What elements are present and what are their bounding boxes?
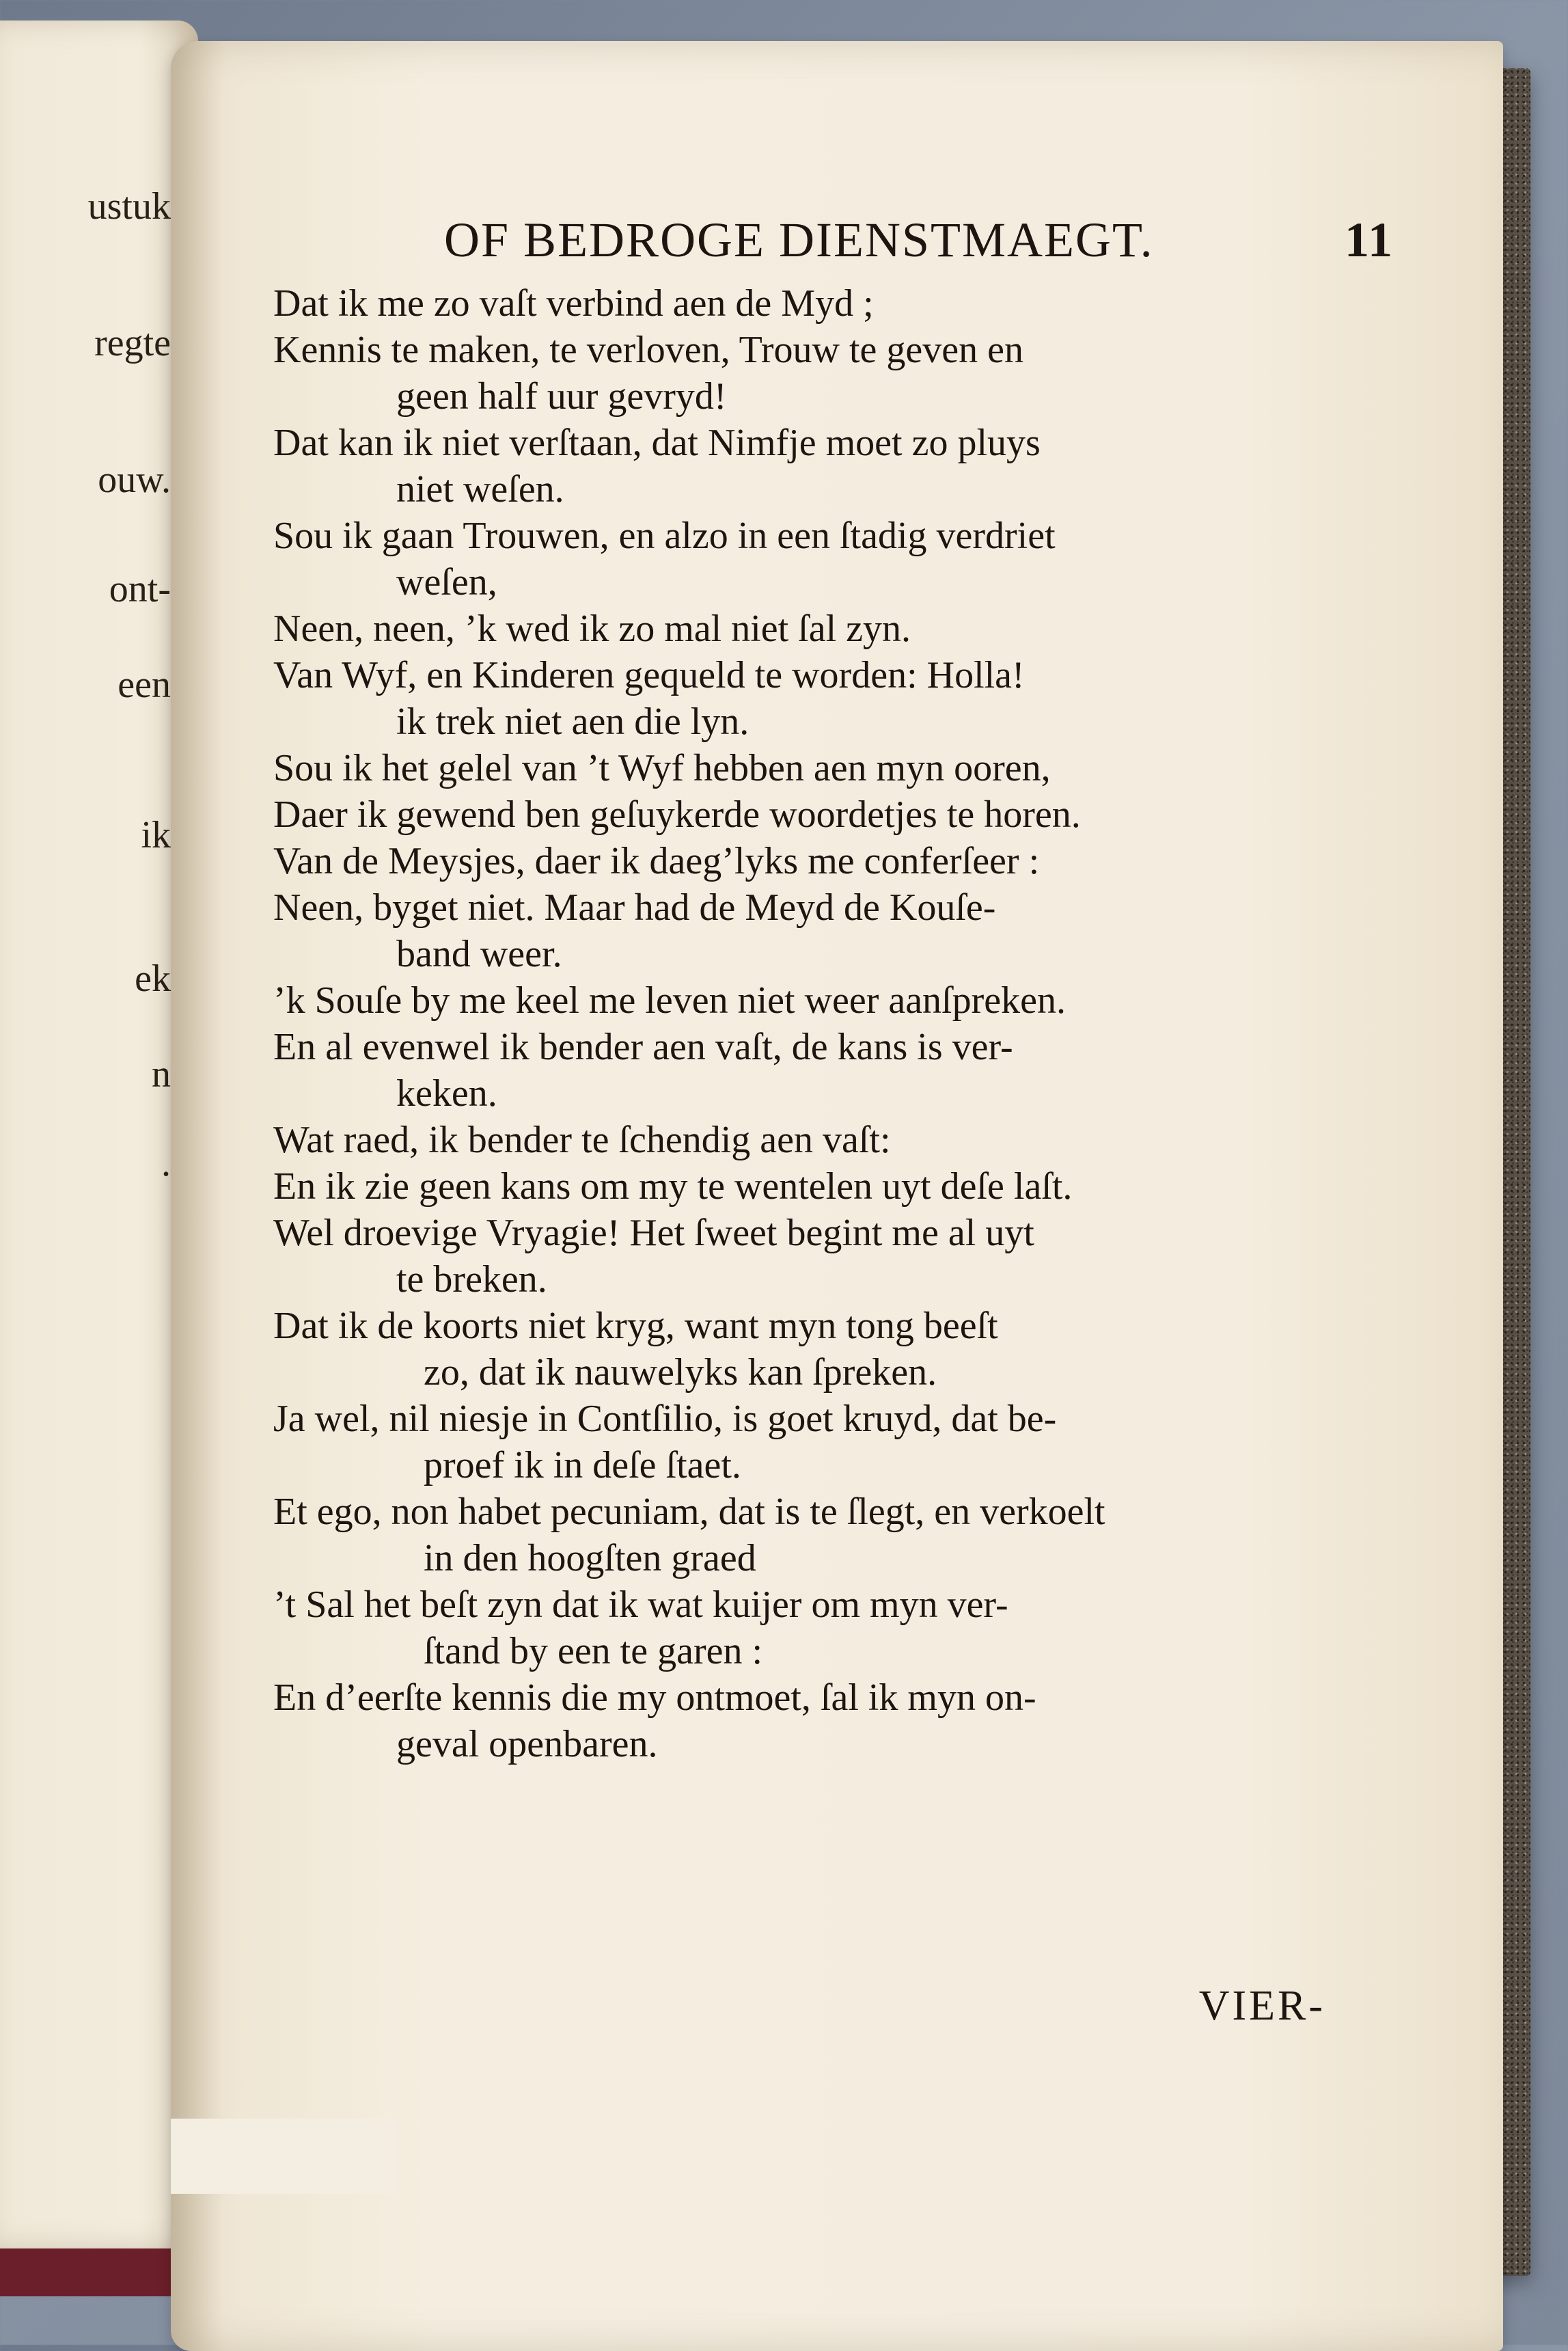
verse-line: Daer ik gewend ben geſuykerde woordetjes te horen. [273,793,1081,836]
left-page-fragment: ek [135,957,171,1000]
catchword: VIER- [1198,1983,1325,2029]
verse-line: proef ik in deſe ſtaet. [424,1444,741,1486]
verse-line: En al evenwel ik bender aen vaſt, de kans is ver- [273,1026,1013,1068]
verse-line: Neen, neen, ’k wed ik zo mal niet ſal zyn. [273,608,911,650]
left-page-fragment: ont- [109,568,171,610]
verse-line: keken. [396,1072,497,1115]
running-head-title: OF BEDROGE DIENSTMAEGT. [444,213,1154,267]
left-page-fragment: ik [141,814,171,856]
verse-line: En ik zie geen kans om my te wentelen uyt deſe laſt. [273,1165,1073,1208]
verse-line: Sou ik het gelel van ’t Wyf hebben aen myn ooren, [273,747,1051,789]
verse-line: Neen, byget niet. Maar had de Meyd de Kouſe- [273,886,996,929]
verse-line: Van de Meysjes, daer ik daeg’lyks me conferſeer : [273,840,1040,882]
left-page-fragment: ouw. [98,459,171,501]
left-page-fragment: een [118,664,171,706]
verse-line: zo, dat ik nauwelyks kan ſpreken. [424,1351,937,1394]
verse-line: geen half uur gevryd! [396,375,727,418]
verse-line: in den hoogſten graed [424,1537,756,1579]
verse-line: ’k Souſe by me keel me leven niet weer aanſpreken. [273,979,1066,1022]
verse-line: Wel droevige Vryagie! Het ſweet begint me al uyt [273,1212,1034,1254]
verse-lines [273,280,1394,1767]
verse-line: te breken. [396,1258,547,1301]
verse-line: ’t Sal het beſt zyn dat ik wat kuijer om myn ver- [273,1584,1008,1626]
left-page-fragment: ustuk [87,185,171,228]
left-page [0,21,198,2248]
verse-line: Dat ik me zo vaſt verbind aen de Myd ; [273,282,874,325]
verse-line: ik trek niet aen die lyn. [396,701,749,743]
verse-line: Wat raed, ik bender te ſchendig aen vaſt: [273,1119,891,1161]
verse-line: geval openbaren. [396,1723,658,1765]
left-page-fragment: . [161,1142,171,1184]
verse-line: Dat kan ik niet verſtaan, dat Nimfje moet zo pluys [273,422,1041,464]
verse-line: band weer. [396,933,562,975]
verse-line: Dat ik de koorts niet kryg, want myn tong beeſt [273,1305,998,1347]
verse-line: Sou ik gaan Trouwen, en alzo in een ſtadig verdriet [273,515,1056,557]
left-page-fragment: n [152,1053,171,1096]
verse-line: Van Wyf, en Kinderen gequeld te worden: Holla! [273,654,1025,696]
page-mark [171,2119,396,2194]
verse-line: Kennis te maken, te verloven, Trouw te geven en [273,329,1023,371]
right-page [171,41,1503,2351]
verse-line: En d’eerſte kennis die my ontmoet, ſal ik myn on- [273,1676,1036,1719]
verse-line: Ja wel, nil niesje in Contſilio, is goet kruyd, dat be- [273,1398,1057,1440]
page-number: 11 [1344,213,1394,267]
running-head [273,212,1394,280]
verse-line: weſen, [396,561,497,603]
verse-line: ſtand by een te garen : [424,1630,763,1672]
verse-line: niet weſen. [396,468,564,511]
left-page-fragment: regte [94,322,171,364]
page-text [273,212,1394,1767]
verse-line: Et ego, non habet pecuniam, dat is te ſlegt, en verkoelt [273,1491,1105,1533]
